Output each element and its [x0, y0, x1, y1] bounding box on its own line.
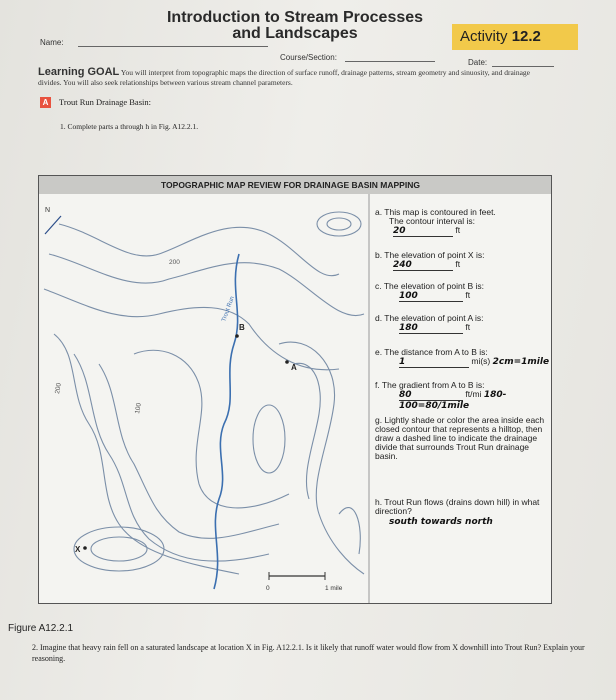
question-f [375, 381, 551, 411]
question-f-prompt: f. The gradient from A to B is: [375, 380, 485, 390]
question-h [375, 498, 551, 527]
learning-goal-heading: Learning GOAL [38, 66, 120, 78]
question-d-answer[interactable]: 180 [399, 324, 463, 334]
question-e-answer[interactable]: 1 [399, 358, 469, 368]
question-h-answer[interactable]: south towards north [389, 517, 493, 527]
question-d-unit: ft [465, 322, 471, 332]
question-d [375, 314, 484, 334]
question-b [375, 251, 484, 271]
question-e-prompt: e. The distance from A to B is: [375, 347, 488, 357]
question-2: 2. Imagine that heavy rain fell on a saturated landscape at location X in Fig. A12.2.1. Is it likely that runoff water would flow from X downhill into Trout Run? Explain your reasoning. [32, 643, 585, 663]
activity-number: 12.2 [511, 28, 541, 45]
scale-end: 1 mile [325, 585, 343, 592]
question-c-answer[interactable]: 100 [399, 292, 463, 302]
question-c-unit: ft [465, 290, 471, 300]
question-c [375, 282, 484, 302]
name-label: Name: [40, 38, 64, 47]
figure-heading: TOPOGRAPHIC MAP REVIEW FOR DRAINAGE BASIN MAPPING [39, 176, 551, 194]
point-x-marker [83, 546, 87, 550]
contour-label-200-left: 200 [54, 382, 63, 395]
question-d-prompt: d. The elevation of point A is: [375, 313, 484, 323]
question-a [375, 208, 496, 237]
name-field[interactable] [78, 46, 268, 47]
contour-label-100: 100 [134, 402, 143, 415]
learning-goal [38, 67, 538, 88]
course-section-label: Course/Section: [280, 53, 337, 62]
activity-badge [452, 24, 578, 50]
question-a-prompt-2: The contour interval is: [389, 216, 475, 226]
section-a [40, 97, 151, 108]
page-title [150, 10, 440, 42]
question-e [375, 348, 549, 368]
title-line-1: Introduction to Stream Processes [166, 9, 424, 26]
stream-label: Trout Run [221, 295, 236, 323]
question-e-note: 2cm=1mile [492, 357, 550, 367]
section-title: Trout Run Drainage Basin: [58, 97, 151, 107]
question-f-unit: ft/mi [465, 389, 482, 399]
figure-box [38, 175, 552, 604]
section-letter-badge: A [40, 97, 51, 108]
question-e-unit: mi(s) [471, 356, 491, 366]
question-a-prompt: a. This map is contoured in feet. [375, 207, 496, 217]
figure-caption: Figure A12.2.1 [8, 623, 74, 634]
date-label: Date: [468, 58, 488, 67]
point-a-label: A [291, 363, 297, 372]
question-c-prompt: c. The elevation of point B is: [375, 281, 484, 291]
point-a-marker [285, 360, 289, 364]
instruction-1: 1. Complete parts a through h in Fig. A12.2.1. [60, 122, 199, 131]
point-x-label: X [75, 545, 81, 554]
contour-label-200-top: 200 [169, 259, 180, 266]
question-b-prompt: b. The elevation of point X is: [375, 250, 485, 260]
activity-label: Activity [460, 28, 512, 45]
course-section-field[interactable] [345, 61, 435, 62]
question-f-note: 180-100=80/1mile [399, 390, 507, 411]
question-h-prompt: h. Trout Run flows (drains down hill) in what direction? [375, 497, 540, 516]
learning-goal-text: You will interpret from topographic maps the direction of surface runoff, drainage patterns, stream geometry and sinuosity, and drainage divides. You will also seek relationships between various stream channel parameters. [38, 68, 531, 87]
north-arrow-label: N [45, 207, 51, 214]
question-b-unit: ft [455, 259, 461, 269]
title-line-2: and Landscapes [232, 25, 358, 42]
question-f-answer[interactable]: 80 [399, 391, 463, 401]
question-a-answer[interactable]: 20 [393, 227, 453, 237]
scale-start: 0 [266, 585, 270, 592]
point-b-label: B [239, 323, 245, 332]
map-background [39, 194, 369, 603]
question-g [375, 416, 551, 461]
question-g-prompt: g. Lightly shade or color the area inside each closed contour that represents a hilltop, then draw a dashed line to indicate the drainage divide that surrounds Trout Run drainage basin. [375, 415, 545, 461]
question-a-unit: ft [455, 225, 461, 235]
point-b-marker [235, 334, 239, 338]
question-b-answer[interactable]: 240 [393, 261, 453, 271]
